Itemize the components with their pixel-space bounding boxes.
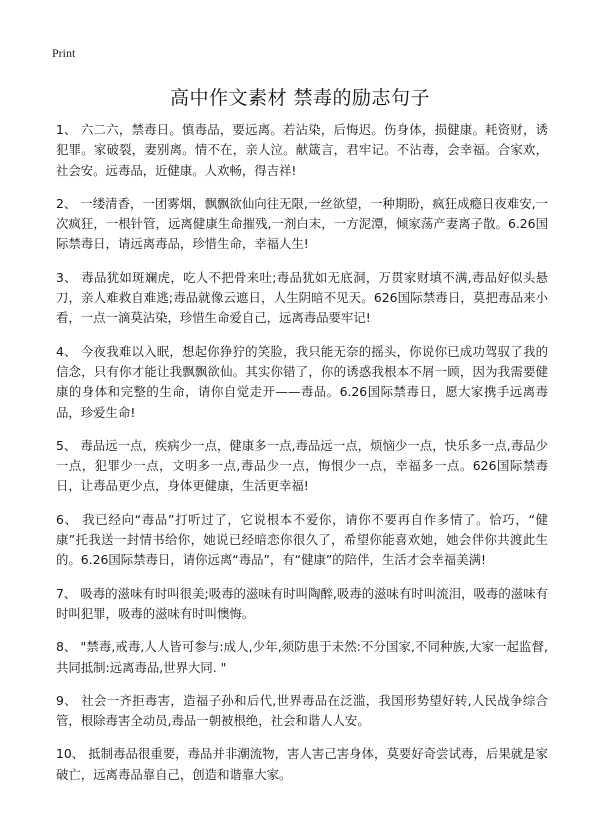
paragraph-4: 4、 今夜我难以入眠，想起你狰狞的笑脸，我只能无奈的摇头，你说你已成功驾驭了我的信念，只有你才能让我飘飘欲仙。其实你错了，你的诱惑我根本不屑一顾，因为我需要健康的身体和完整的生命，请你自觉走开——毒品。6.26国际禁毒日，愿大家携手远离毒品，珍爱生命!: [56, 343, 548, 420]
paragraph-9: 9、 社会一齐拒毒害，造福子孙和后代,世界毒品在泛滥，我国形势望好转,人民战争综合管，根除毒害全动员,毒品一朝被根绝，社会和谐人人安。: [56, 692, 548, 729]
paragraph-8: 8、 "禁毒,戒毒,人人皆可参与:成人,少年,须防患于未然:不分国家,不同种族,大家一起监督,共同抵制:远离毒品,世界大同. ": [56, 639, 548, 675]
paragraph-6: 6、 我已经向“毒品”打听过了，它说根本不爱你，请你不要再自作多情了。恰巧，“健康”托我送一封情书给你，她说已经暗恋你很久了，希望你能喜欢她，她会伴你共渡此生的。6.26国际禁毒日，请你远离“毒品”，有“健康”的陪伴，生活才会幸福美满!: [56, 511, 548, 568]
paragraph-1: 1、 六二六，禁毒日。慎毒品，要远离。若沾染，后悔迟。伤身体，损健康。耗资财，诱犯罪。家破裂，妻别离。情不在，亲人泣。献箴言，君牢记。不沾毒，会幸福。合家欢，社会安。远毒品，近健康。人欢畅，得吉祥!: [56, 122, 548, 178]
paragraph-2: 2、 一缕清香，一团雾烟，飘飘欲仙向往无限,一丝欲望，一种期盼，疯狂成瘾日夜难安,一次疯狂，一根针管，远离健康生命摧残,一剂白末，一方泥潭，倾家荡产妻离子散。6.26国际禁毒日，请远离毒品，珍惜生命，幸福人生!: [56, 195, 548, 252]
paragraph-3: 3、 毒品犹如斑斓虎，吃人不把骨来吐;毒品犹如无底洞，万贯家财填不满,毒品好似头悬刀，亲人难救自难逃;毒品就像云遮日，人生阴暗不见天。626国际禁毒日，莫把毒品来小看，一点一滴莫沾染，珍惜生命爱自己，远离毒品要牢记!: [56, 269, 548, 326]
document-body: [56, 120, 548, 798]
paragraph-5: 5、 毒品远一点，疾病少一点，健康多一点,毒品远一点，烦恼少一点，快乐多一点,毒品少一点，犯罪少一点，文明多一点,毒品少一点，悔恨少一点，幸福多一点。626国际禁毒日，让毒品更少点，身体更健康，生活更幸福!: [56, 437, 548, 494]
print-link[interactable]: Print: [52, 46, 76, 60]
paragraph-10: 10、 抵制毒品很重要，毒品并非潮流物，害人害己害身体，莫要好奇尝试毒，后果就是家破亡，远离毒品靠自己，创造和谐靠大家。: [56, 746, 548, 782]
page-title: 高中作文素材 禁毒的励志句子: [169, 87, 431, 109]
paragraph-7: 7、 吸毒的滋味有时叫很美;吸毒的滋味有时叫陶醉,吸毒的滋味有时叫流泪，吸毒的滋味有时叫犯罪，吸毒的滋味有时叫懊悔。: [56, 585, 548, 621]
